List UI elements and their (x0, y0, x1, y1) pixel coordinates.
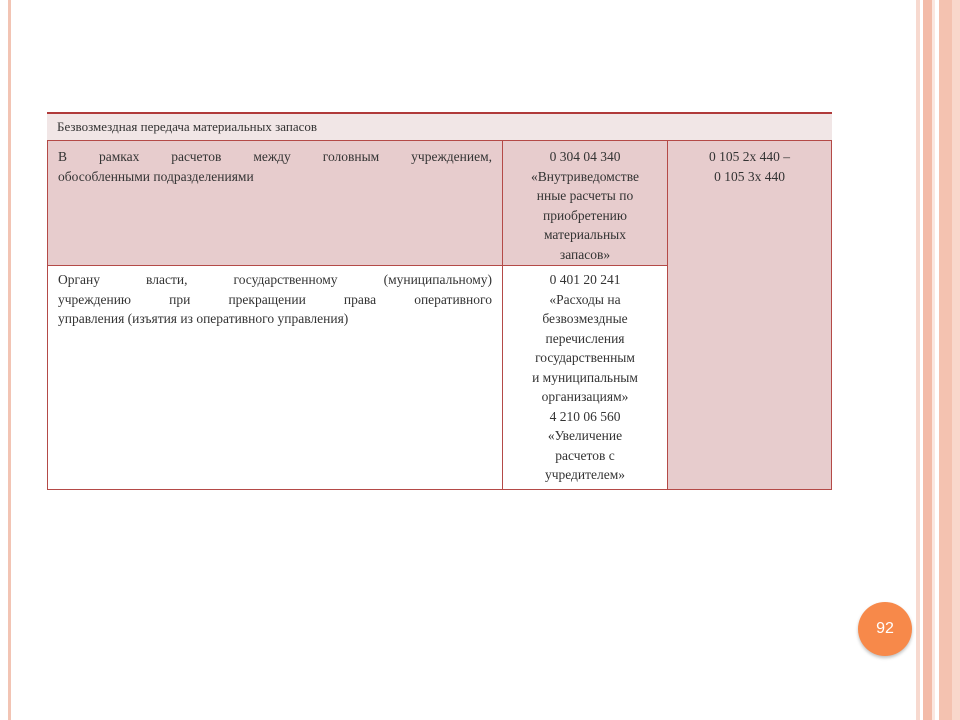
row2-description-line: Органу власти, государственному (муниципальному) (58, 272, 492, 287)
row1-description-line: обособленными подразделениями (58, 168, 254, 184)
table-header: Безвозмездная передача материальных запасов (47, 112, 832, 140)
row2-description-cell (47, 265, 503, 490)
row2-account-line: организациям» (541, 389, 629, 404)
row2-account-line: расчетов с (555, 447, 615, 463)
row2-account-line: государственным (535, 350, 635, 365)
row2-account-line: и муниципальным (532, 369, 638, 385)
row1-description-line: В рамках расчетов между головным учреждением, (58, 149, 492, 164)
row1-account-line: «Внутриведомстве (531, 168, 639, 184)
left-frame-line (8, 0, 11, 720)
row1-account-line: приобретению (543, 207, 627, 223)
row1-account-line: запасов» (559, 246, 611, 262)
row2-account-line: перечисления (545, 330, 625, 346)
row2-account-line: учредителем» (544, 467, 626, 482)
row1-description-cell (47, 140, 503, 267)
decorative-stripes (916, 0, 960, 720)
row1-accounts-cell (503, 140, 668, 267)
row2-account-line: «Расходы на (549, 291, 621, 307)
page-number-badge: 92 (858, 602, 912, 656)
row2-description-line: управления (изъятия из оперативного управления) (58, 311, 349, 326)
accounting-table (47, 112, 832, 490)
counter-account-line: 0 105 3х 440 (714, 168, 785, 184)
row2-account-line: безвозмездные (542, 311, 628, 326)
counter-account-line: 0 105 2х 440 – (709, 149, 790, 164)
counter-account-cell (668, 140, 832, 490)
row2-account-line: 4 210 06 560 (549, 408, 621, 424)
row2-account-line: 0 401 20 241 (549, 272, 621, 287)
row2-description-line: учреждению при прекращении права оперативного (58, 291, 492, 307)
row1-account-line: 0 304 04 340 (549, 149, 621, 164)
row2-accounts-cell (503, 265, 668, 490)
row1-account-line: материальных (543, 227, 626, 242)
row1-account-line: нные расчеты по (536, 188, 634, 203)
table-body (47, 140, 832, 490)
row2-account-line: «Увеличение (547, 428, 623, 443)
